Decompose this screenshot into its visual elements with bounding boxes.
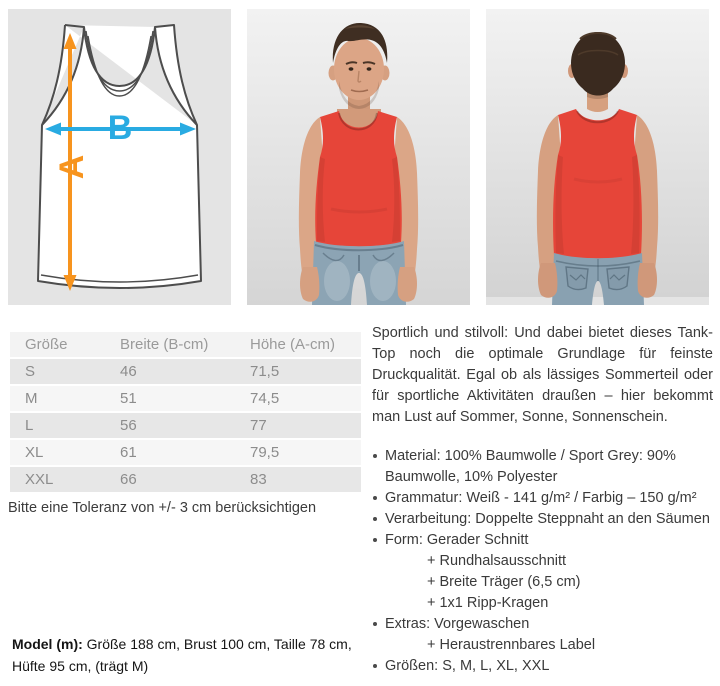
- feature-item-extras: [372, 614, 713, 656]
- bullet-dot: [373, 496, 377, 500]
- feature-item-verarbeitung: [372, 509, 713, 530]
- size-cell: XL: [25, 444, 44, 461]
- table-row: [10, 440, 361, 465]
- feature-text: Grammatur: Weiß - 141 g/m² / Farbig – 150 g/m²: [385, 490, 697, 506]
- column-header-size: Größe: [25, 336, 68, 353]
- feature-subitem: + 1x1 Ripp-Kragen: [427, 595, 549, 611]
- feature-text: Verarbeitung: Doppelte Steppnaht an den Säumen: [385, 511, 710, 527]
- feature-item-form: [372, 530, 713, 614]
- tank-back-body: [553, 109, 642, 259]
- model-info-label: Model (m):: [12, 636, 83, 652]
- height-cell: 83: [250, 471, 267, 488]
- measure-label-b: B: [107, 109, 133, 147]
- size-cell: XXL: [25, 471, 54, 488]
- product-description: [372, 323, 713, 677]
- feature-item-groessen: [372, 656, 713, 677]
- size-cell: M: [25, 390, 38, 407]
- width-cell: 61: [120, 444, 137, 461]
- feature-subitem: + Heraustrennbares Label: [427, 637, 596, 653]
- floor-strip: [486, 297, 709, 305]
- width-cell: 46: [120, 363, 137, 380]
- height-cell: 77: [250, 417, 267, 434]
- table-row: [10, 359, 361, 384]
- size-table: [10, 332, 361, 494]
- column-header-height: Höhe (A-cm): [250, 336, 336, 353]
- feature-text: Größen: S, M, L, XL, XXL: [385, 658, 550, 674]
- column-header-width: Breite (B-cm): [120, 336, 209, 353]
- feature-subitem: + Rundhalsausschnitt: [427, 553, 567, 569]
- table-row: [10, 413, 361, 438]
- bullet-dot: [373, 517, 377, 521]
- table-row: [10, 467, 361, 492]
- table-row: [10, 386, 361, 411]
- model-back-photo[interactable]: [486, 9, 709, 305]
- description-intro: Sportlich und stilvoll: Und dabei bietet dieses Tank-Top noch die optimale Grundlage für feinste Druckqualität. Egal ob als lässiges Sommerteil oder für sportliche Aktivitäten draußen – hier bekommt man Lust auf Sommer, Sonne, Sonnenschein.: [372, 325, 713, 425]
- model-back-illustration: [486, 9, 709, 305]
- size-cell: L: [25, 417, 34, 434]
- feature-text: Material: 100% Baumwolle / Sport Grey: 90% Baumwolle, 10% Polyester: [385, 448, 676, 485]
- height-cell: 71,5: [250, 363, 280, 380]
- width-cell: 56: [120, 417, 137, 434]
- tolerance-note: Bitte eine Toleranz von +/- 3 cm berücksichtigen: [8, 500, 317, 516]
- feature-subitem: + Breite Träger (6,5 cm): [427, 574, 581, 590]
- measure-label-a: A: [53, 154, 91, 180]
- feature-text: Form: Gerader Schnitt: [385, 532, 529, 548]
- feature-text: Extras: Vorgewaschen: [385, 616, 530, 632]
- feature-list: [372, 446, 713, 677]
- height-cell: 79,5: [250, 444, 280, 461]
- bullet-dot: [373, 454, 377, 458]
- width-cell: 66: [120, 471, 137, 488]
- feature-item-grammatur: [372, 488, 713, 509]
- model-info: [12, 634, 372, 677]
- product-image-row: [8, 9, 709, 305]
- size-diagram-image[interactable]: [8, 9, 231, 305]
- width-cell: 51: [120, 390, 137, 407]
- bullet-dot: [373, 538, 377, 542]
- model-front-illustration: [247, 9, 470, 305]
- height-cell: 74,5: [250, 390, 280, 407]
- tank-top-measurement-diagram: [8, 9, 231, 305]
- tank-front-body: [315, 111, 402, 247]
- bullet-dot: [373, 622, 377, 626]
- size-cell: S: [25, 363, 36, 380]
- model-info-text: Größe 188 cm, Brust 100 cm, Taille 78 cm, Hüfte 95 cm, (trägt M): [12, 636, 352, 674]
- model-front-photo[interactable]: [247, 9, 470, 305]
- feature-item-material: [372, 446, 713, 488]
- size-table-header: [10, 332, 361, 357]
- bullet-dot: [373, 664, 377, 668]
